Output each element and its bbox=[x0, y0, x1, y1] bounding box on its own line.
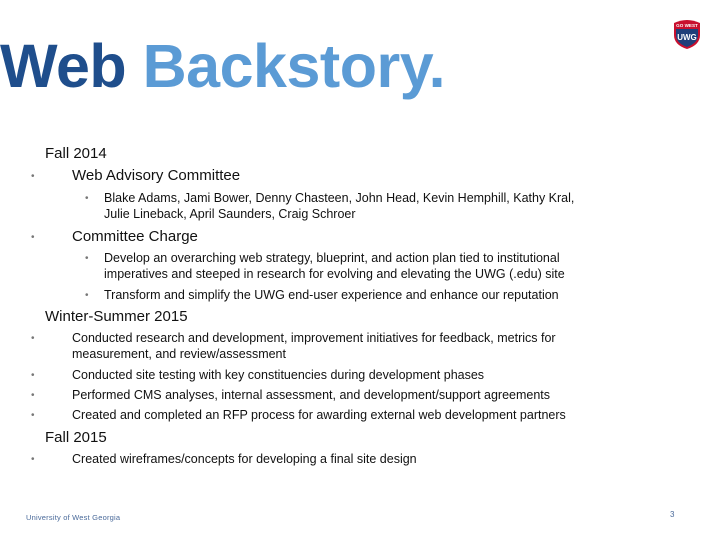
ws2015-item-1-line-1: Conducted research and development, improvement initiatives for feedback, metrics for bbox=[72, 331, 556, 345]
heading-fall-2014: Fall 2014 bbox=[45, 145, 107, 162]
title-word-backstory: Backstory. bbox=[142, 32, 446, 100]
item-committee-charge: Committee Charge bbox=[72, 228, 198, 245]
ws2015-item-2: Conducted site testing with key constituencies during development phases bbox=[72, 368, 485, 382]
heading-winter-summer-2015: Winter-Summer 2015 bbox=[45, 308, 188, 325]
ws2015-item-3: Performed CMS analyses, internal assessment, and development/support agreements bbox=[72, 388, 551, 402]
bullet: • bbox=[85, 253, 89, 264]
ws2015-item-4: Created and completed an RFP process for awarding external web development partners bbox=[72, 408, 566, 422]
bullet: • bbox=[31, 370, 35, 381]
item-web-advisory-committee: Web Advisory Committee bbox=[72, 167, 241, 184]
footer-university-name: University of West Georgia bbox=[26, 513, 121, 522]
heading-fall-2015: Fall 2015 bbox=[45, 429, 107, 446]
charge-item-1-line-2: imperatives and steeped in research for evolving and elevating the UWG (.edu) site bbox=[104, 267, 565, 281]
page-number: 3 bbox=[670, 510, 675, 519]
bullet: • bbox=[85, 290, 89, 301]
bullet: • bbox=[31, 390, 35, 401]
charge-item-1-line-1: Develop an overarching web strategy, blueprint, and action plan tied to institutional bbox=[104, 251, 560, 265]
bullet: • bbox=[31, 333, 35, 344]
bullet: • bbox=[31, 171, 35, 182]
bullet: • bbox=[31, 454, 35, 465]
logo-text-main: UWG bbox=[677, 33, 697, 42]
bullet: • bbox=[31, 410, 35, 421]
bullet: • bbox=[31, 232, 35, 243]
logo-text-top: GO WEST bbox=[676, 23, 698, 28]
committee-members-line-2: Julie Lineback, April Saunders, Craig Schroer bbox=[104, 207, 356, 221]
bullet: • bbox=[85, 193, 89, 204]
fall2015-item-1: Created wireframes/concepts for developing a final site design bbox=[72, 452, 417, 466]
ws2015-item-1-line-2: measurement, and review/assessment bbox=[72, 347, 286, 361]
charge-item-2: Transform and simplify the UWG end-user experience and enhance our reputation bbox=[104, 288, 559, 302]
title-word-web: Web bbox=[0, 32, 127, 100]
committee-members-line-1: Blake Adams, Jami Bower, Denny Chasteen, John Head, Kevin Hemphill, Kathy Kral, bbox=[104, 191, 575, 205]
